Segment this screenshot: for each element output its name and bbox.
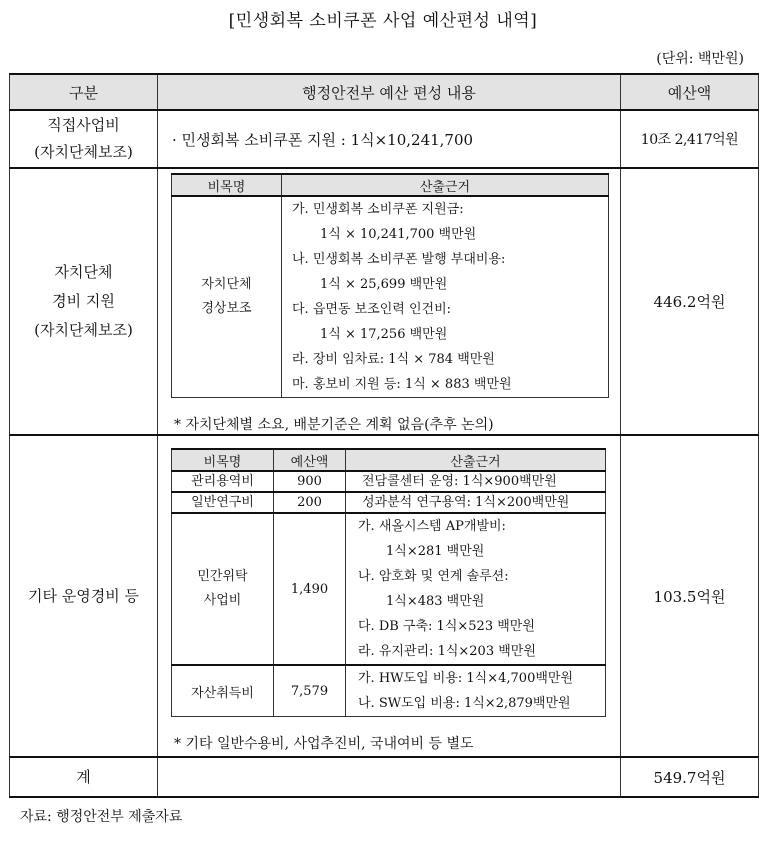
direct-amount: 10조 2,417억원	[621, 110, 759, 168]
other-inner-table	[171, 448, 606, 717]
local-basis-line: 마. 홍보비 지원 등: 1식 × 883 백만원	[292, 377, 512, 392]
private-item	[172, 513, 274, 665]
total-row	[10, 757, 759, 797]
asset-basis-line: 가. HW도입 비용: 1식×4,700백만원	[358, 671, 574, 686]
other-inner-row	[172, 492, 606, 513]
direct-category	[10, 110, 158, 168]
private-basis-line: 가. 새올시스템 AP개발비:	[358, 519, 506, 534]
private-item-line2: 사업비	[203, 593, 242, 608]
direct-row	[10, 110, 759, 168]
private-basis-line: 라. 유지관리: 1식×203 백만원	[358, 644, 536, 659]
asset-item: 자산취득비	[172, 665, 274, 717]
other-content	[158, 435, 621, 757]
other-row	[10, 435, 759, 757]
local-amount: 446.2억원	[621, 168, 759, 435]
document-title: [민생회복 소비쿠폰 사업 예산편성 내역]	[228, 11, 538, 31]
other-inner-header-item: 비목명	[172, 449, 274, 471]
local-item	[172, 196, 282, 398]
local-note: * 자치단체별 소요, 배분기준은 계획 없음(추후 논의)	[174, 417, 494, 433]
private-basis-line: 1식×483 백만원	[386, 594, 485, 609]
other-inner-row-asset	[172, 665, 606, 717]
local-category	[10, 168, 158, 435]
private-basis	[346, 513, 606, 665]
local-basis-line: 1식 × 10,241,700 백만원	[320, 227, 477, 242]
private-basis-line: 다. DB 구축: 1식×523 백만원	[358, 619, 535, 634]
other-row-amount: 900	[274, 471, 346, 492]
local-category-line2: 경비 지원	[52, 292, 115, 310]
other-row-basis: 성과분석 연구용역: 1식×200백만원	[346, 492, 606, 513]
header-amount: 예산액	[621, 74, 759, 110]
local-inner-header-item: 비목명	[172, 174, 282, 196]
private-basis-line: 나. 암호화 및 연계 솔루션:	[358, 569, 509, 584]
other-inner-header-basis: 산출근거	[346, 449, 606, 471]
asset-basis	[346, 665, 606, 717]
unit-label: (단위: 백만원)	[656, 51, 744, 67]
local-item-line2: 경상보조	[201, 301, 252, 316]
local-row	[10, 168, 759, 435]
local-basis-line: 라. 장비 임차료: 1식 × 784 백만원	[292, 352, 495, 367]
local-basis-line: 1식 × 17,256 백만원	[320, 327, 448, 342]
total-label: 계	[10, 757, 158, 797]
local-basis	[282, 196, 609, 398]
direct-category-line2: (자치단체보조)	[34, 143, 133, 161]
local-basis-line: 다. 읍면동 보조인력 인건비:	[292, 302, 452, 317]
asset-basis-line: 나. SW도입 비용: 1식×2,879백만원	[358, 696, 571, 711]
local-item-line1: 자치단체	[201, 277, 252, 292]
other-amount: 103.5억원	[621, 435, 759, 757]
other-inner-row	[172, 471, 606, 492]
header-row	[10, 74, 759, 110]
source-note: 자료: 행정안전부 제출자료	[20, 809, 183, 825]
local-basis-line: 가. 민생회복 소비쿠폰 지원금:	[292, 202, 464, 217]
local-basis-line: 나. 민생회복 소비쿠폰 발행 부대비용:	[292, 252, 506, 267]
local-content	[158, 168, 621, 435]
local-basis-line: 1식 × 25,699 백만원	[320, 277, 448, 292]
other-row-item: 관리용역비	[172, 471, 274, 492]
local-inner-header-basis: 산출근거	[282, 174, 609, 196]
local-category-line3: (자치단체보조)	[34, 321, 133, 339]
other-note: * 기타 일반수용비, 사업추진비, 국내여비 등 별도	[174, 736, 474, 752]
private-item-line1: 민간위탁	[197, 569, 248, 584]
other-category: 기타 운영경비 등	[10, 435, 158, 757]
direct-content-text: · 민생회복 소비쿠폰 지원 : 1식×10,241,700	[172, 130, 474, 149]
direct-category-line1: 직접사업비	[47, 116, 120, 134]
other-row-item: 일반연구비	[172, 492, 274, 513]
private-amount: 1,490	[274, 513, 346, 665]
header-content: 행정안전부 예산 편성 내용	[158, 74, 621, 110]
local-inner-table	[171, 173, 609, 398]
other-row-amount: 200	[274, 492, 346, 513]
direct-content	[158, 110, 621, 168]
asset-amount: 7,579	[274, 665, 346, 717]
budget-table	[9, 73, 759, 798]
header-category: 구분	[10, 74, 158, 110]
local-category-line1: 자치단체	[54, 263, 113, 281]
private-basis-line: 1식×281 백만원	[386, 544, 485, 559]
total-amount: 549.7억원	[621, 757, 759, 797]
other-inner-header-amount: 예산액	[274, 449, 346, 471]
other-inner-row-private	[172, 513, 606, 665]
total-content	[158, 757, 621, 797]
other-row-basis: 전담콜센터 운영: 1식×900백만원	[346, 471, 606, 492]
